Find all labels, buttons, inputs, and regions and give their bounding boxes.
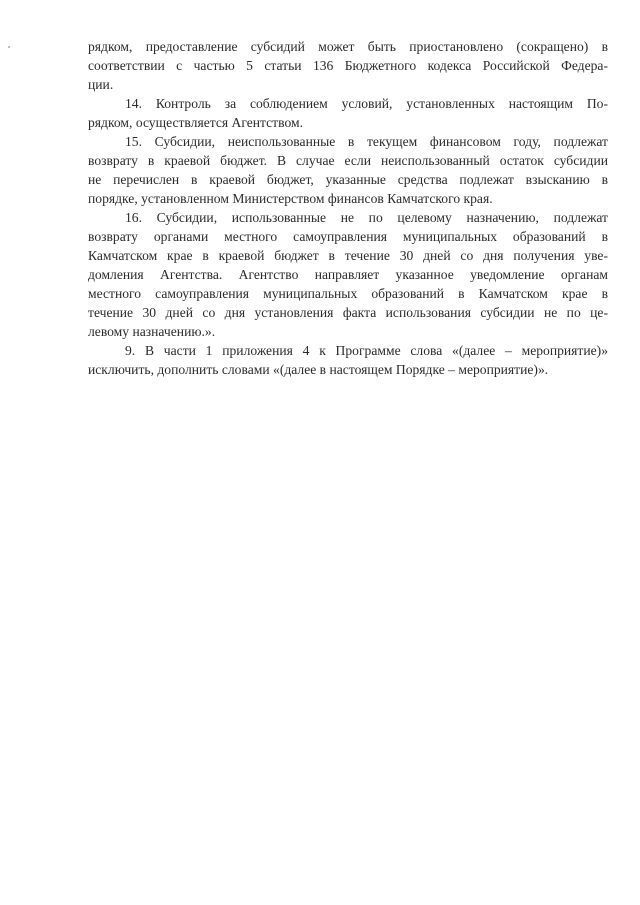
paragraph-14 xyxy=(88,94,608,132)
text-line: 16. Субсидии, использованные не по целевому назначению, подлежат xyxy=(125,210,608,225)
paragraph-15 xyxy=(88,132,608,208)
text-line: рядком, предоставление субсидий может быть приостановлено (сокращено) в xyxy=(88,39,608,54)
text-line: порядке, установленном Министерством финансов Камчатского края. xyxy=(88,191,493,206)
paragraph-continuation xyxy=(88,37,608,94)
document-body xyxy=(88,37,608,379)
text-line: возврату в краевой бюджет. В случае если неиспользованный остаток субсидии xyxy=(88,153,608,168)
text-line: соответствии с частью 5 статьи 136 Бюджетного кодекса Российской Федера- xyxy=(88,58,608,73)
text-line: 14. Контроль за соблюдением условий, установленных настоящим По- xyxy=(125,96,608,111)
text-line: исключить, дополнить словами «(далее в настоящем Порядке – мероприятие)». xyxy=(88,362,549,377)
text-line: 15. Субсидии, неиспользованные в текущем финансовом году, подлежат xyxy=(125,134,608,149)
paragraph-9 xyxy=(88,341,608,379)
text-line: ции. xyxy=(88,77,114,92)
text-line: домления Агентства. Агентство направляет указанное уведомление органам xyxy=(88,267,608,282)
text-line: левому назначению.». xyxy=(88,324,216,339)
text-line: не перечислен в краевой бюджет, указанные средства подлежат взысканию в xyxy=(88,172,608,187)
text-line: течение 30 дней со дня установления факта использования субсидии не по це- xyxy=(88,305,608,320)
paragraph-16 xyxy=(88,208,608,341)
text-line: местного самоуправления муниципальных образований в Камчатском крае в xyxy=(88,286,608,301)
text-line: 9. В части 1 приложения 4 к Программе слова «(далее – мероприятие)» xyxy=(125,343,608,358)
text-line: возврату органами местного самоуправления муниципальных образований в xyxy=(88,229,608,244)
text-line: рядком, осуществляется Агентством. xyxy=(88,115,303,130)
text-line: Камчатском крае в краевой бюджет в течение 30 дней со дня получения уве- xyxy=(88,248,608,263)
scan-speck xyxy=(8,46,10,48)
